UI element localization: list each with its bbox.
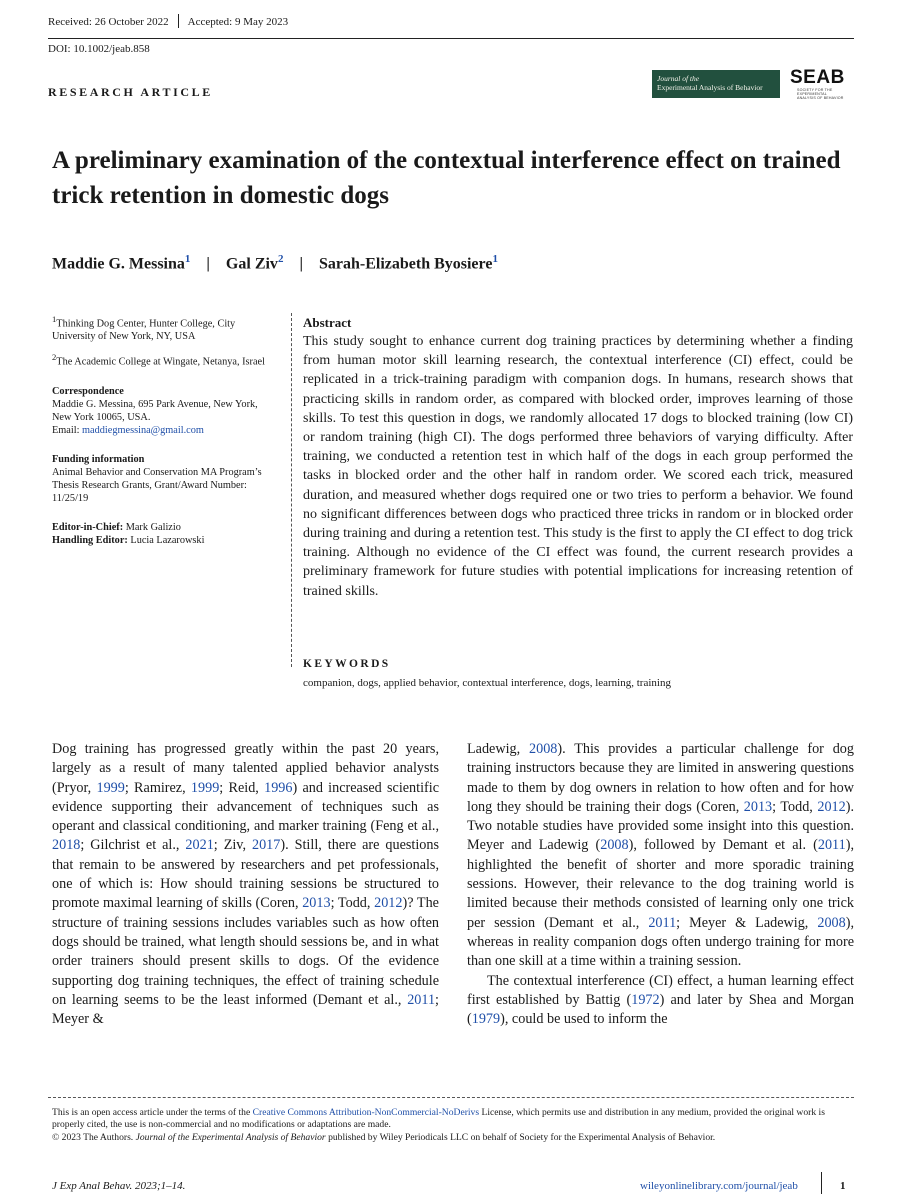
citation-link[interactable]: 2012	[374, 895, 403, 912]
article-sidebar	[52, 313, 277, 547]
body-column-left	[52, 740, 439, 1029]
author-separator: |	[299, 255, 303, 273]
citation-link[interactable]: 2008	[817, 914, 846, 931]
citation-link[interactable]: 2012	[817, 798, 846, 815]
seab-subtitle: SOCIETY FOR THE EXPERIMENTAL ANALYSIS OF BEHAVIOR	[797, 88, 844, 100]
citation-link[interactable]: 1999	[96, 779, 125, 796]
editor-in-chief: Editor-in-Chief: Mark Galizio	[52, 521, 181, 533]
handling-editor: Handling Editor: Lucia Lazarowski	[52, 534, 205, 546]
header-divider	[178, 14, 179, 28]
article-type: RESEARCH ARTICLE	[48, 85, 213, 99]
body-paragraph: Dog training has progressed greatly within the past 20 years, largely as a result of many talented applied behavior analysts (Pryor, 1999; Ramirez, 1999; Reid, 1996) and increased scientific evidence supporting their advancement of techniques such as operant and classical conditioning, and marker training (Feng et al., 2018; Gilchrist et al., 2021; Ziv, 2017). Still, there are questions that remain to be answered by researchers and pet professionals, one of which is: How should training sessions be structured to promote maximal learning of skills (Coren, 2013; Todd, 2012)? The structure of training sessions includes variables such as how often dogs should be trained, what length should sessions be, and in what order trainers should present skills to dogs. Of the evidence supporting dog training techniques, the effect of training schedule on learning seems to be the least informed (Demant et al., 2011; Meyer &	[52, 741, 439, 1028]
citation-link[interactable]: 2017	[251, 837, 281, 854]
received-accepted-line	[48, 14, 288, 28]
top-rule	[48, 38, 854, 39]
funding-text: Animal Behavior and Conservation MA Program’s Thesis Research Grants, Grant/Award Number: 11/25/19	[52, 466, 262, 504]
correspondence-text: Maddie G. Messina, 695 Park Avenue, New York, New York 10065, USA.	[52, 398, 258, 423]
abstract-text: This study sought to enhance current dog training practices by determining whether a finding from human motor skill learning research, the contextual interference (CI) effect, could be replicated in a trick-training paradigm with companion dogs. In humans, research shows that practicing skills in random order, as compared with blocked order, improves learning of those skills. To test this question in dogs, we randomly allocated 17 dogs to blocked training (low CI) or random training (high CI). The dogs performed three behaviors of varying difficulty. After training, we conducted a retention test in which half of the dogs in each group performed the tasks in blocked order and the other half in random order. We scored each trick, measured duration, and measured whether dogs required one or two tries to perform a behavior. We found no significant differences between dogs who practiced three tricks in random or in blocked order during training and during a retention test. This study is the first to apply the CI effect to dog trick training. Although no evidence of the CI effect was found, the current research provides a preliminary framework for future studies with potential implications for increasing retention of trained skills.	[303, 334, 853, 599]
citation-link[interactable]: 2011	[407, 991, 436, 1008]
affiliation-1: $^1$Thinking Dog Center, Hunter College, City University of New York, NY, USA	[52, 314, 236, 343]
author-affiliation-link[interactable]: 2	[277, 253, 284, 265]
journal-url-link[interactable]: wileyonlinelibrary.com/journal/jeab	[640, 1180, 798, 1192]
citation-link[interactable]: 1996	[264, 779, 293, 796]
keywords-heading: KEYWORDS	[303, 658, 391, 670]
article-title: A preliminary examination of the contextual interference effect on trained trick retention in domestic dogs	[52, 147, 841, 209]
citation-link[interactable]: 2013	[743, 798, 773, 815]
abstract-divider	[291, 313, 292, 667]
citation-link[interactable]: 1979	[471, 1011, 501, 1028]
page-number: 1	[840, 1180, 846, 1192]
correspondence-heading: Correspondence	[52, 385, 124, 397]
body-paragraph: The contextual interference (CI) effect, a human learning effect first established by Battig (1972) and later by Shea and Morgan (1979), could be used to inform the	[467, 972, 854, 1028]
doi[interactable]: DOI: 10.1002/jeab.858	[48, 43, 150, 55]
citation-link[interactable]: 2008	[600, 837, 629, 854]
license-text: This is an open access article under the terms of the Creative Commons Attribution-NonCommercial-NoDerivs License, which permits use and distribution in any medium, provided the original work is properly cited, the use is non-commercial and no modifications or adaptations are made.	[52, 1107, 825, 1131]
body-column-right	[467, 740, 854, 1029]
citation-link[interactable]: 2008	[529, 741, 558, 757]
journal-citation: J Exp Anal Behav. 2023;1–14.	[52, 1180, 186, 1192]
accepted-date: Accepted: 9 May 2023	[187, 16, 289, 28]
author-name: Gal Ziv	[225, 255, 278, 273]
license-notice	[52, 1107, 852, 1144]
author-list	[52, 253, 498, 273]
correspondence-email: Email: maddiegmessina@gmail.com	[52, 424, 204, 436]
author-separator: |	[206, 255, 210, 273]
journal-logo-line1: Journal of the	[657, 74, 700, 83]
citation-link[interactable]: 2011	[817, 837, 846, 854]
citation-link[interactable]: 2011	[648, 914, 677, 931]
abstract-heading: Abstract	[303, 315, 352, 330]
received-date: Received: 26 October 2022	[48, 16, 169, 28]
copyright-text: © 2023 The Authors. Journal of the Experimental Analysis of Behavior published by Wiley Periodicals LLC on behalf of Society for the Experimental Analysis of Behavior.	[52, 1131, 716, 1143]
citation-link[interactable]: 2021	[185, 837, 214, 854]
citation-link[interactable]: 2018	[52, 837, 81, 854]
author-name: Maddie G. Messina	[52, 255, 185, 273]
author-affiliation-link[interactable]: 1	[492, 253, 498, 265]
seab-logo[interactable]	[790, 68, 854, 100]
journal-logo-line2: Experimental Analysis of Behavior	[657, 83, 763, 92]
author-affiliation-link[interactable]: 1	[184, 253, 191, 265]
citation-link[interactable]: 1972	[631, 991, 660, 1008]
funding-heading: Funding information	[52, 453, 145, 465]
seab-wordmark: SEAB	[790, 67, 845, 88]
journal-logo[interactable]	[652, 70, 780, 98]
license-link[interactable]: Creative Commons Attribution-NonCommercial-NoDerivs	[252, 1107, 480, 1118]
citation-link[interactable]: 1999	[190, 779, 220, 796]
footer-divider	[48, 1097, 854, 1098]
affiliation-2: $^2$The Academic College at Wingate, Netanya, Israel	[52, 352, 265, 368]
citation-link[interactable]: 2013	[302, 895, 331, 912]
body-paragraph: Ladewig, 2008). This provides a particular challenge for dog training instructors because they are limited in answering questions made to them by dog owners in relation to how often and for how long they should be training their dogs (Coren, 2013; Todd, 2012). Two notable studies have provided some insight into this question. Meyer and Ladewig (2008), followed by Demant et al. (2011), highlighted the benefit of shorter and more sporadic training sessions. However, their relevance to the dog training world is limited because their methods consisted of learning only one trick per session (Demant et al., 2011; Meyer & Ladewig, 2008), whereas in reality companion dogs often undergo training for more than one skill at a time within a training session.	[467, 741, 855, 970]
author-name: Sarah-Elizabeth Byosiere	[318, 255, 493, 273]
footer-bar	[821, 1172, 822, 1194]
email-link[interactable]: maddiegmessina@gmail.com	[82, 424, 204, 436]
keywords-text: companion, dogs, applied behavior, contextual interference, dogs, learning, training	[303, 677, 671, 689]
